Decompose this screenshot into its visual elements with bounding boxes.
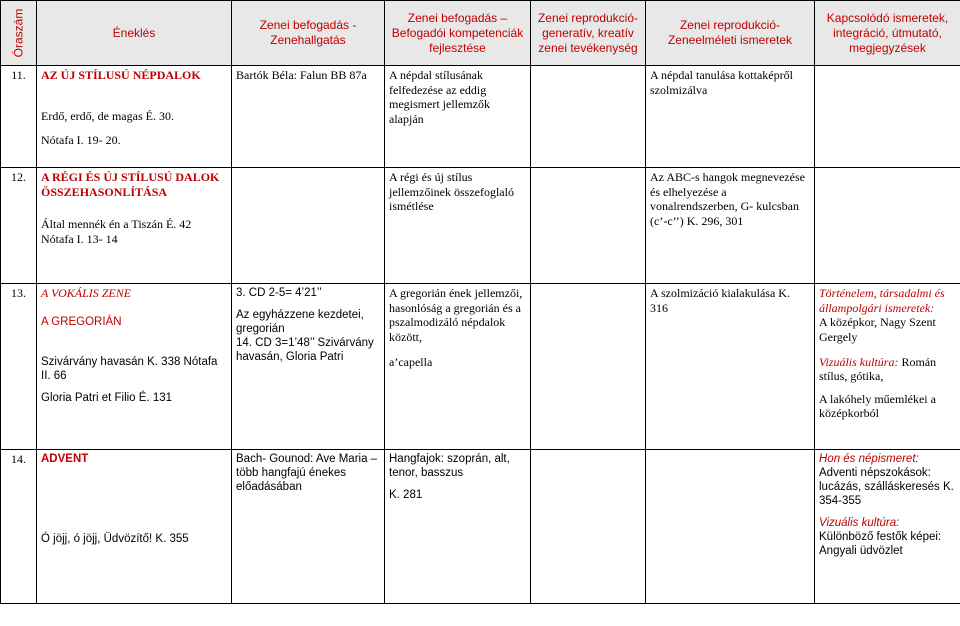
table-row bbox=[1, 66, 960, 168]
topic-title: ADVENT bbox=[41, 453, 89, 465]
singing-cell bbox=[37, 450, 232, 604]
competency-cell bbox=[385, 284, 531, 450]
topic-title: A RÉGI ÉS ÚJ STÍLUSÚ DALOK ÖSSZEHASONLÍTÁSA bbox=[41, 170, 220, 199]
header-lesson-number: Óraszám bbox=[1, 1, 37, 66]
table-row bbox=[1, 284, 960, 450]
listening-cell: Bartók Béla: Falun BB 87a bbox=[232, 66, 385, 168]
notes-cell bbox=[815, 450, 960, 604]
notes-cell bbox=[815, 168, 960, 284]
topic-title: A VOKÁLIS ZENE bbox=[41, 286, 132, 300]
lesson-number: 12. bbox=[1, 168, 37, 284]
song-line: Szivárvány havasán K. 338 Nótafa II. 66 bbox=[41, 355, 218, 382]
notes-label: Vizuális kultúra: bbox=[819, 517, 900, 530]
song-line: Nótafa I. 13- 14 bbox=[41, 231, 118, 246]
listening-line: 14. CD 3=1’48’’ Szivárvány havasán, Gloria Patri bbox=[236, 337, 374, 364]
competency-line: a’capella bbox=[389, 354, 433, 369]
generative-cell bbox=[531, 284, 646, 450]
competency-cell bbox=[385, 450, 531, 604]
competency-cell: A régi és új stílus jellemzőinek összefoglaló ismétlése bbox=[385, 168, 531, 284]
generative-cell bbox=[531, 66, 646, 168]
generative-cell bbox=[531, 450, 646, 604]
lesson-number: 14. bbox=[1, 450, 37, 604]
theory-cell: Az ABC-s hangok megnevezése és elhelyezése a vonalrendszerben, G- kulcsban (c’-c’’) K. 296, 301 bbox=[646, 168, 815, 284]
header-listening: Zenei befogadás - Zenehallgatás bbox=[232, 1, 385, 66]
table-row bbox=[1, 450, 960, 604]
lesson-number: 13. bbox=[1, 284, 37, 450]
song-line: Gloria Patri et Filio É. 131 bbox=[41, 391, 173, 404]
song-line: Nótafa I. 19- 20. bbox=[41, 133, 121, 148]
competency-line: A gregorián ének jellemzői, hasonlóság a gregorián és a pszalmodizáló népdalok között, bbox=[389, 286, 523, 344]
table-row bbox=[1, 168, 960, 284]
topic-subtitle: A GREGORIÁN bbox=[41, 315, 122, 328]
competency-line: Hangfajok: szoprán, alt, tenor, basszus bbox=[389, 453, 510, 480]
lesson-number: 11. bbox=[1, 66, 37, 168]
listening-line: 3. CD 2-5= 4’21’’ bbox=[236, 287, 322, 299]
notes-label: Vizuális kultúra: bbox=[819, 354, 899, 369]
competency-cell: A népdal stílusának felfedezése az eddig megismert jellemzők alapján bbox=[385, 66, 531, 168]
competency-line: K. 281 bbox=[389, 489, 423, 502]
generative-cell bbox=[531, 168, 646, 284]
notes-cell bbox=[815, 66, 960, 168]
header-row bbox=[1, 1, 960, 66]
notes-cell bbox=[815, 284, 960, 450]
topic-title: AZ ÚJ STÍLUSÚ NÉPDALOK bbox=[41, 68, 201, 82]
header-theory: Zenei reprodukció- Zeneelméleti ismeretek bbox=[646, 1, 815, 66]
notes-label: Történelem, társadalmi és állampolgári ismeretek: bbox=[819, 286, 945, 315]
notes-text: A lakóhely műemlékei a középkorból bbox=[819, 391, 936, 421]
header-notes: Kapcsolódó ismeretek, integráció, útmutató, megjegyzések bbox=[815, 1, 960, 66]
header-generative: Zenei reprodukció- generatív, kreatív zenei tevékenység bbox=[531, 1, 646, 66]
notes-label: Hon és népismeret: bbox=[819, 453, 919, 465]
theory-cell: A szolmizáció kialakulása K. 316 bbox=[646, 284, 815, 450]
header-competencies: Zenei befogadás – Befogadói kompetenciák fejlesztése bbox=[385, 1, 531, 66]
listening-cell: Bach- Gounod: Ave Maria – több hangfajú énekes előadásában bbox=[232, 450, 385, 604]
theory-cell bbox=[646, 450, 815, 604]
singing-cell bbox=[37, 284, 232, 450]
song-line: Ó jöjj, ó jöjj, Üdvözítő! K. 355 bbox=[41, 533, 189, 546]
listening-cell bbox=[232, 168, 385, 284]
notes-text: Román stílus, gótika, bbox=[819, 354, 937, 384]
notes-text: Különböző festők képei: Angyali üdvözlet bbox=[819, 531, 942, 558]
listening-line: Az egyházzene kezdetei, gregorián bbox=[236, 309, 364, 336]
singing-cell bbox=[37, 168, 232, 284]
song-line: Erdő, erdő, de magas É. 30. bbox=[41, 108, 174, 123]
listening-cell bbox=[232, 284, 385, 450]
song-line: Által mennék én a Tiszán É. 42 bbox=[41, 217, 192, 232]
header-singing: Éneklés bbox=[37, 1, 232, 66]
notes-text: A középkor, Nagy Szent Gergely bbox=[819, 315, 936, 344]
theory-cell: A népdal tanulása kottaképről szolmizálva bbox=[646, 66, 815, 168]
singing-cell bbox=[37, 66, 232, 168]
notes-text: Adventi népszokások: lucázás, szálláskeresés K. 354-355 bbox=[819, 467, 954, 508]
